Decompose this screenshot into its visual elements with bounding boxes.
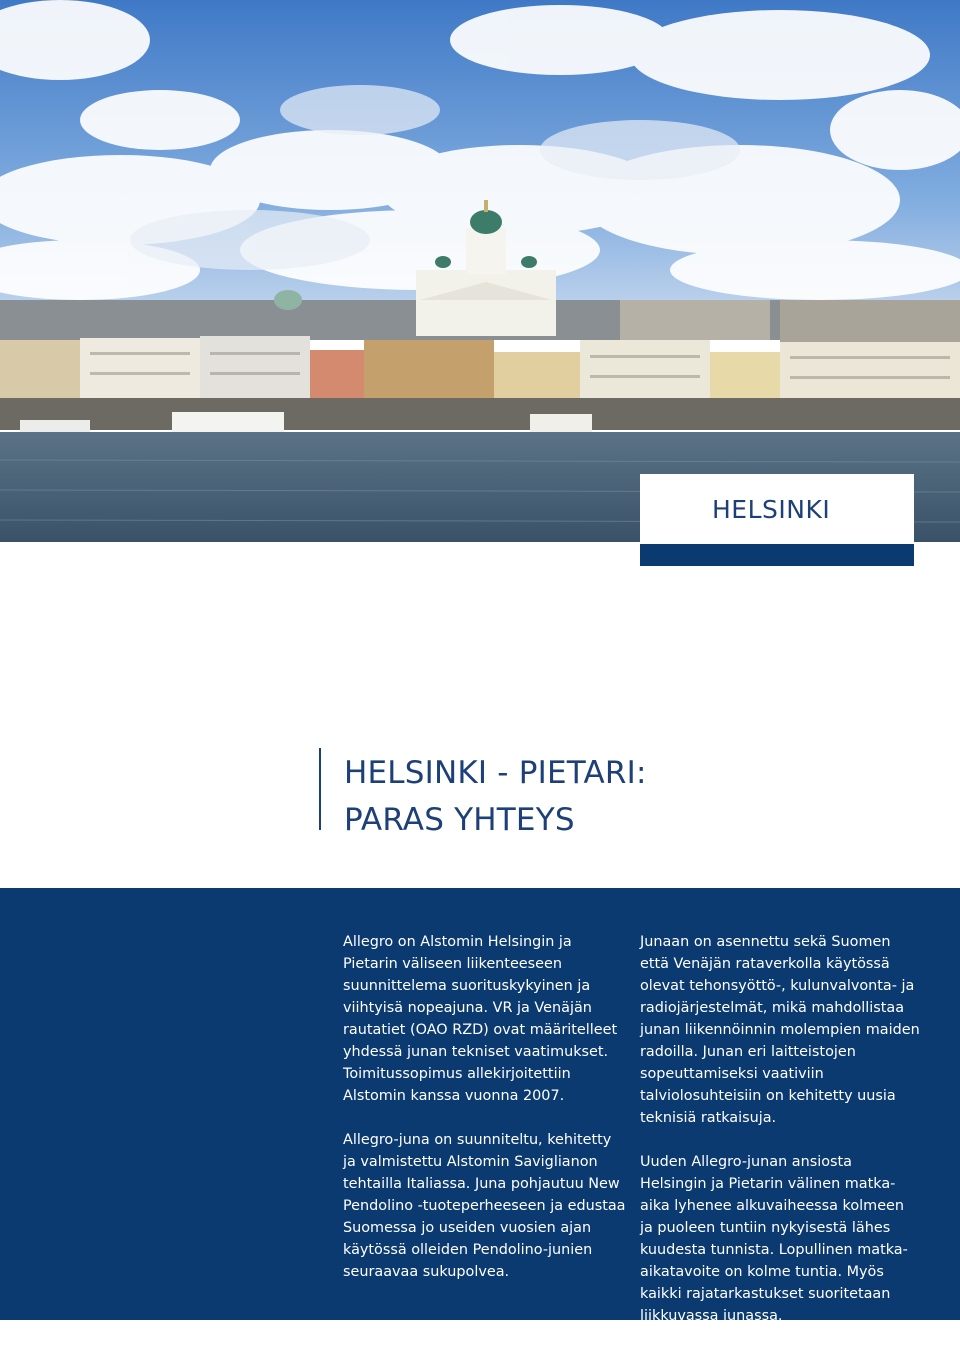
hero-photo	[0, 0, 960, 542]
city-tag-bar	[640, 544, 914, 566]
heading-rule	[319, 748, 321, 830]
page-title	[344, 750, 647, 844]
panel-step	[0, 878, 321, 888]
paragraph: Uuden Allegro-junan ansiosta Helsingin ja Pietarin välinen matka-aika lyhenee alkuvaiheessa kolmeen ja puoleen tuntiin nykyisestä lähes kuudesta tunnista. Lopullinen matka-aikatavoite on kolme tuntia. Myös kaikki rajatarkastukset suoritetaan liikkuvassa junassa.	[640, 1154, 908, 1324]
paragraph: Allegro on Alstomin Helsingin ja Pietarin väliseen liikenteeseen suunnittelema suorituskykyinen ja viihtyisä nopeajuna. VR ja Venäjän rautatiet (OAO RZD) ovat määritelleet yhdessä junan tekniset vaatimukset. Toimitussopimus allekirjoitettiin Alstomin kanssa vuonna 2007.	[343, 934, 618, 1104]
paragraph: Allegro-juna on suunniteltu, kehitetty ja valmistettu Alstomin Saviglianon tehtailla Italiassa. Juna pohjautuu New Pendolino -tuoteperheeseen ja edustaa Suomessa jo useiden vuosien ajan käytössä olleiden Pendolino-junien seuraavaa sukupolvea.	[343, 1132, 626, 1280]
column-right	[640, 931, 920, 1349]
column-left	[343, 931, 628, 1305]
city-tag-label: HELSINKI	[712, 494, 831, 524]
page-title-line2: PARAS YHTEYS	[344, 802, 575, 838]
city-tag	[640, 474, 914, 544]
page-title-line1: HELSINKI - PIETARI:	[344, 755, 647, 791]
paragraph: Junaan on asennettu sekä Suomen että Venäjän rataverkolla käytössä olevat tehonsyöttö-, kulunvalvonta- ja radiojärjestelmät, mikä mahdollistaa junan liikennöinnin molempien maiden radoilla. Junan eri laitteistojen sopeuttamiseksi vaativiin talviolosuhteisiin on kehitetty uusia teknisiä ratkaisuja.	[640, 934, 920, 1126]
